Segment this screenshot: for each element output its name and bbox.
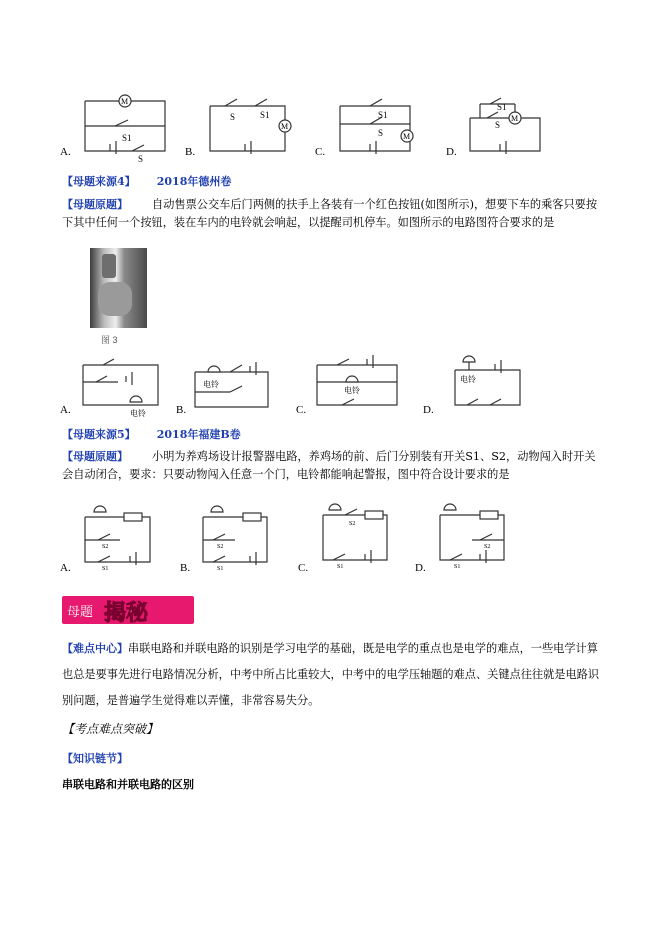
q5-option-d: D. xyxy=(415,562,426,574)
q5-option-a: A. xyxy=(60,562,71,574)
circuit-c-diagram xyxy=(335,96,425,156)
svg-text:S1: S1 xyxy=(102,566,109,572)
figure-caption: 图 3 xyxy=(101,335,118,345)
knowledge-tag: 【知识链节】 xyxy=(62,752,128,765)
svg-text:电铃: 电铃 xyxy=(344,386,360,395)
q4-source: 2018年德州卷 xyxy=(156,175,232,188)
svg-text:S2: S2 xyxy=(102,544,109,550)
svg-text:M: M xyxy=(403,132,411,141)
svg-text:S1: S1 xyxy=(122,133,132,143)
q4-circuit-d xyxy=(445,350,530,412)
q5-header xyxy=(62,423,241,442)
q4-option-d: D. xyxy=(423,404,434,416)
banner-small-text: 母题 xyxy=(67,605,94,620)
option-a-label: A. xyxy=(60,146,71,158)
svg-text:M: M xyxy=(511,114,519,123)
q5-option-b: B. xyxy=(180,562,191,574)
svg-text:S1: S1 xyxy=(497,102,507,112)
breakthrough-heading: 【考点难点突破】 xyxy=(62,722,159,736)
q4-prompt-tag: 【母题原题】 xyxy=(62,198,128,211)
difficulty-text: 串联电路和并联电路的识别是学习电学的基础，既是电学的重点也是电学的难点，一些电学计算也总是要事先进行电路情况分析，中考中所占比重较大，中考中的电学压轴题的难点、关键点往往就是电路识别问题，是普遍学生觉得难以弄懂，非常容易失分。 xyxy=(62,642,600,707)
svg-text:S2: S2 xyxy=(217,544,224,550)
q4-circuit-a xyxy=(78,360,168,418)
q5-prompt-tag: 【母题原题】 xyxy=(62,450,128,463)
svg-text:S1: S1 xyxy=(454,564,461,570)
q5-circuit-d xyxy=(432,500,512,572)
circuit-d-diagram xyxy=(465,96,555,156)
q4-circuit-c xyxy=(312,360,407,412)
svg-text:电铃: 电铃 xyxy=(460,375,476,384)
q5-option-c: C. xyxy=(298,562,309,574)
svg-text:S2: S2 xyxy=(349,521,356,527)
option-b-label: B. xyxy=(185,146,196,158)
difficulty-tag: 【难点中心】 xyxy=(62,642,128,655)
motor-label: M xyxy=(121,97,129,106)
option-c-label: C. xyxy=(315,146,326,158)
difficulty-paragraph xyxy=(62,636,602,714)
banner-big-text: 揭秘 xyxy=(104,600,149,626)
q5-source: 2018年福建B卷 xyxy=(156,428,241,441)
svg-text:M: M xyxy=(281,122,289,131)
q5-circuit-b xyxy=(195,502,275,572)
svg-text:S1: S1 xyxy=(378,110,388,120)
q4-source-tag: 【母题来源4】 xyxy=(62,175,136,188)
svg-text:S2: S2 xyxy=(484,544,491,550)
svg-text:S: S xyxy=(230,112,236,122)
svg-text:S: S xyxy=(138,154,144,164)
q4-circuit-b xyxy=(190,362,280,412)
bus-button-photo xyxy=(90,248,147,328)
svg-text:电铃: 电铃 xyxy=(130,409,146,418)
circuit-a-diagram xyxy=(80,86,170,164)
svg-text:电铃: 电铃 xyxy=(203,380,219,389)
svg-text:S: S xyxy=(495,120,501,130)
svg-text:S1: S1 xyxy=(217,566,224,572)
option-d-label: D. xyxy=(446,146,457,158)
q4-header xyxy=(62,170,231,189)
q5-question xyxy=(62,448,602,484)
q4-question xyxy=(62,196,602,232)
section-title: 串联电路和并联电路的区别 xyxy=(62,778,194,791)
circuit-b-diagram xyxy=(205,96,295,156)
q5-prompt-text: 小明为养鸡场设计报警器电路，养鸡场的前、后门分别装有开关S1、S2，动物闯入时开关会自动闭合，要求：只要动物闯入任意一个门，电铃都能响起警报，图中符合设计要求的是 xyxy=(62,450,596,481)
svg-text:S: S xyxy=(378,128,384,138)
q5-source-tag: 【母题来源5】 xyxy=(62,428,136,441)
q4-prompt-text: 自动售票公交车后门两侧的扶手上各装有一个红色按钮(如图所示)，想要下车的乘客只要按下其中任何一个按钮，装在车内的电铃就会响起，以提醒司机停车。如图所示的电路图符合要求的是 xyxy=(62,198,598,229)
q5-circuit-a xyxy=(80,502,160,572)
svg-text:S1: S1 xyxy=(260,110,270,120)
q4-option-b: B. xyxy=(176,404,187,416)
q4-option-c: C. xyxy=(296,404,307,416)
q4-option-a: A. xyxy=(60,404,71,416)
svg-text:S1: S1 xyxy=(337,564,344,570)
section-banner xyxy=(62,596,194,624)
q5-circuit-c xyxy=(315,500,395,572)
